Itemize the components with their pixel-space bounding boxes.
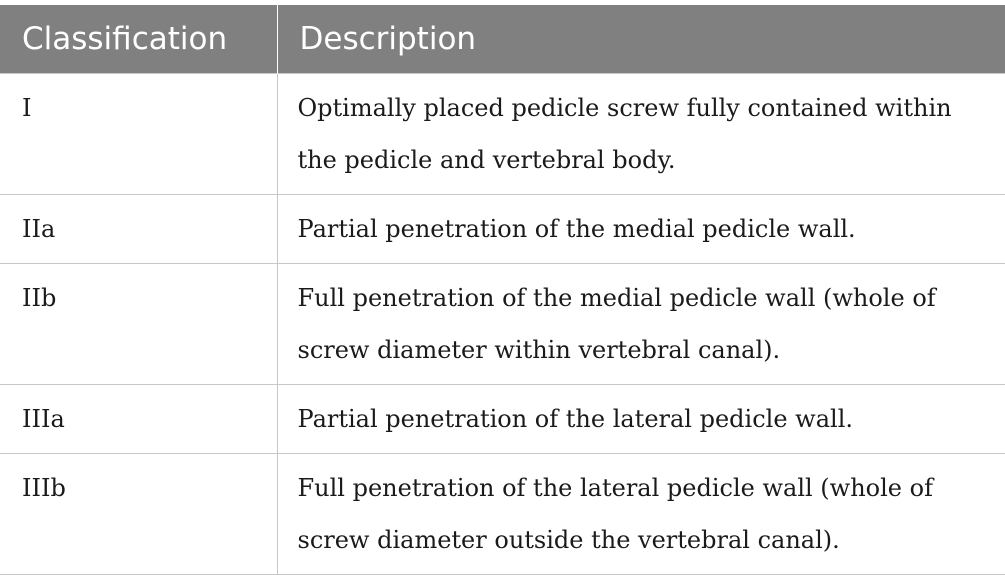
table-row (0, 453, 1005, 574)
classification-cell: IIb (0, 263, 277, 384)
table-body (0, 73, 1005, 574)
description-cell: Full penetration of the lateral pedicle wall (whole of screw diameter outside the vertebral canal). (277, 453, 1005, 574)
table-header (0, 5, 1005, 73)
description-cell: Full penetration of the medial pedicle wall (whole of screw diameter within vertebral canal). (277, 263, 1005, 384)
classification-cell: IIIa (0, 384, 277, 453)
table-row (0, 73, 1005, 194)
table-row (0, 384, 1005, 453)
table-row (0, 263, 1005, 384)
header-description: Description (277, 5, 1005, 73)
description-cell: Partial penetration of the medial pedicle wall. (277, 194, 1005, 263)
table-row (0, 194, 1005, 263)
classification-cell: IIa (0, 194, 277, 263)
header-classification: Classification (0, 5, 277, 73)
description-cell: Partial penetration of the lateral pedicle wall. (277, 384, 1005, 453)
classification-cell: I (0, 73, 277, 194)
classification-cell: IIIb (0, 453, 277, 574)
pedicle-screw-classification-table (0, 5, 1005, 575)
header-row (0, 5, 1005, 73)
description-cell: Optimally placed pedicle screw fully contained within the pedicle and vertebral body. (277, 73, 1005, 194)
